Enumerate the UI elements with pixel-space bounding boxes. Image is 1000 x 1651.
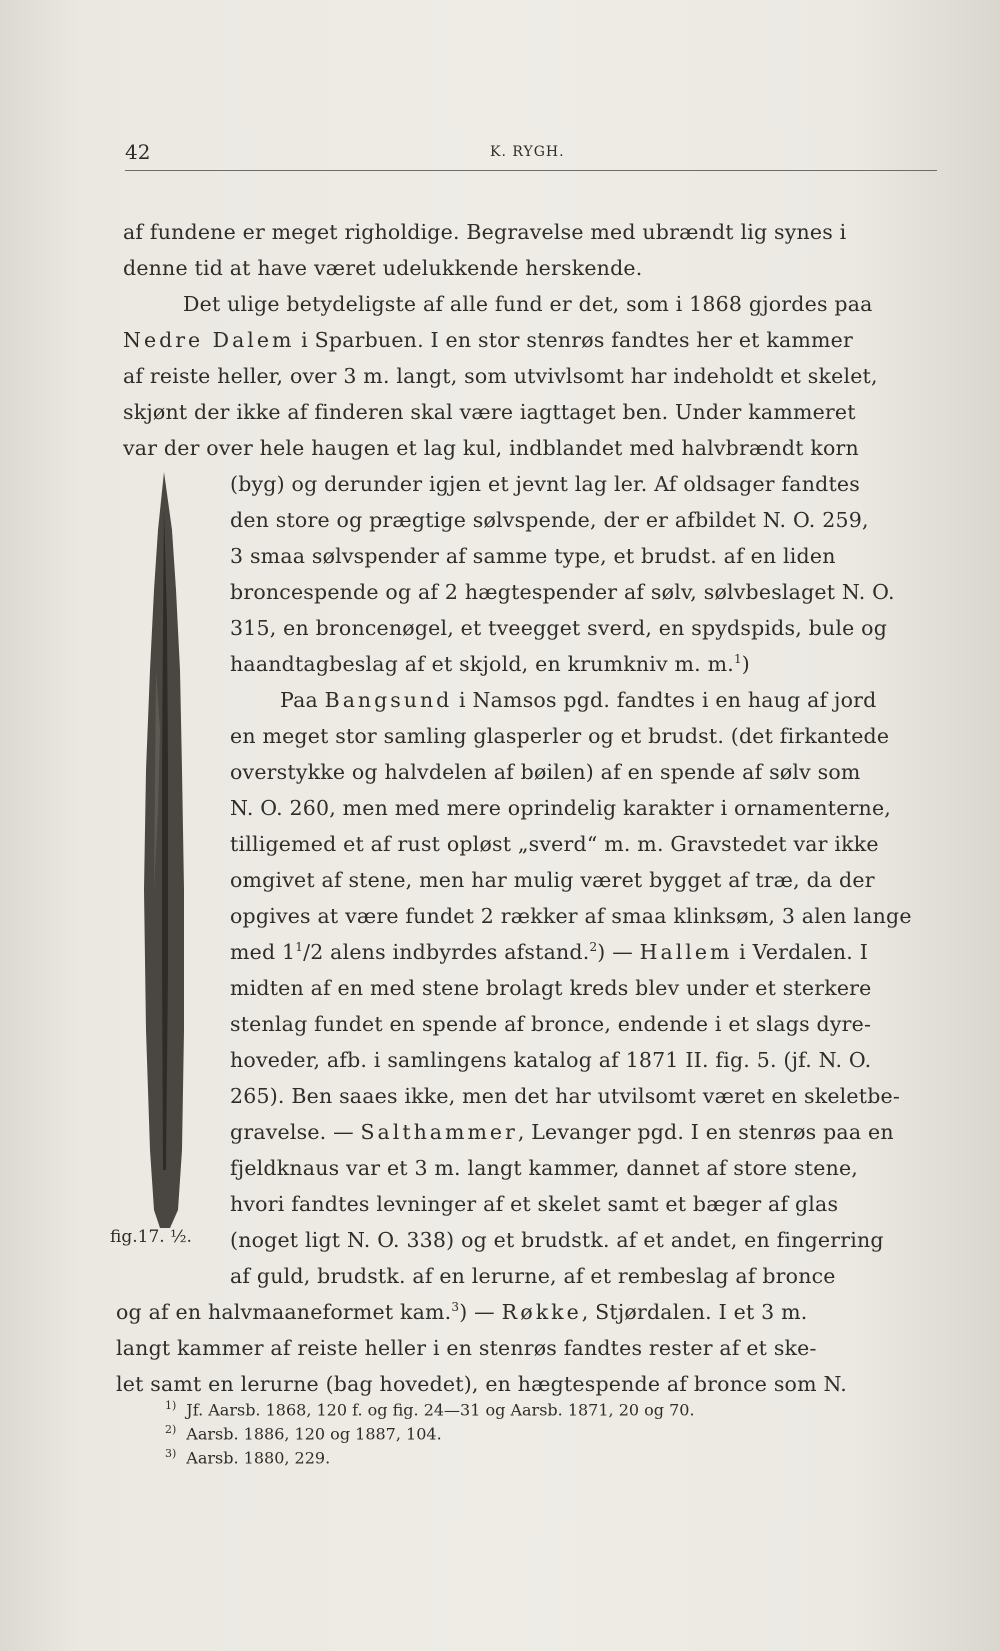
text-line: en meget stor samling glasperler og et brudst. (det firkantede: [230, 724, 890, 748]
footnote-ref: 3: [451, 1300, 460, 1315]
text-line: 265). Ben saaes ikke, men det har utvilsomt været en skeletbe-: [230, 1084, 900, 1108]
text-line: af guld, brudstk. af en lerurne, af et rembeslag af bronce: [230, 1264, 836, 1288]
text-line: broncespende og af 2 hægtespender af sølv, sølvbeslaget N. O.: [230, 580, 895, 604]
text-line: Det ulige betydeligste af alle fund er det, som i 1868 gjordes paa: [183, 292, 873, 316]
place-name: Bangsund: [324, 688, 453, 712]
text-line: med $1^1/2$ alens indbyrdes afstand.$^2$) — Hallem i Verdalen. I: [230, 940, 869, 964]
figure-caption: fig.17. ½.: [110, 1227, 192, 1247]
text-line: hvori fandtes levninger af et skelet samt et bæger af glas: [230, 1192, 839, 1216]
place-name: Røkke: [501, 1300, 582, 1324]
text-line: var der over hele haugen et lag kul, indblandet med halvbrændt korn: [123, 436, 859, 460]
text-line: 315, en broncenøgel, et tveegget sverd, en spydspids, bule og: [230, 616, 888, 640]
footnote-ref: 1: [733, 652, 742, 667]
text-line: overstykke og halvdelen af bøilen) af en spende af sølv som: [230, 760, 861, 784]
text-line: stenlag fundet en spende af bronce, endende i et slags dyre-: [230, 1012, 872, 1036]
running-head: K. RYGH.: [490, 144, 565, 160]
text-line: (noget ligt N. O. 338) og et brudstk. af et andet, en fingerring: [230, 1228, 884, 1252]
text-line: Paa Bangsund i Namsos pgd. fandtes i en haug af jord: [280, 688, 877, 712]
text-line: haandtagbeslag af et skjold, en krumkniv m. m.$^1$): [230, 652, 750, 676]
text-line: (byg) og derunder igjen et jevnt lag ler. Af oldsager fandtes: [230, 472, 860, 496]
spearhead-figure: [134, 470, 194, 1230]
text-line: fjeldknaus var et 3 m. langt kammer, dannet af store stene,: [230, 1156, 859, 1180]
fraction-numerator: 1: [295, 940, 304, 955]
text-line: hoveder, afb. i samlingens katalog af 1871 II. fig. 5. (jf. N. O.: [230, 1048, 872, 1072]
place-name: Nedre Dalem: [123, 328, 295, 352]
text-line: tilligemed et af rust opløst „sverd“ m. m. Gravstedet var ikke: [230, 832, 879, 856]
footnote: $^{1)}$ Jf. Aarsb. 1868, 120 f. og fig. 24—31 og Aarsb. 1871, 20 og 70.: [165, 1399, 695, 1420]
text-line: midten af en med stene brolagt kreds blev under et sterkere: [230, 976, 872, 1000]
text-line: skjønt der ikke af finderen skal være iagttaget ben. Under kammeret: [123, 400, 856, 424]
footnote: $^{2)}$ Aarsb. 1886, 120 og 1887, 104.: [165, 1423, 442, 1444]
text-line: N. O. 260, men med mere oprindelig karakter i ornamenterne,: [230, 796, 892, 820]
text-line: let samt en lerurne (bag hovedet), en hægtespende af bronce som N.: [116, 1372, 847, 1396]
place-name: Salthammer: [360, 1120, 518, 1144]
text-line: Nedre Dalem i Sparbuen. I en stor stenrøs fandtes her et kammer: [123, 328, 853, 352]
text-line: denne tid at have været udelukkende herskende.: [123, 256, 643, 280]
footnote-ref: 2: [589, 940, 598, 955]
page-number: 42: [125, 140, 151, 164]
text-line: af reiste heller, over 3 m. langt, som utvivlsomt har indeholdt et skelet,: [123, 364, 878, 388]
text-line: af fundene er meget righoldige. Begravelse med ubrændt lig synes i: [123, 220, 847, 244]
text-line: 3 smaa sølvspender af samme type, et brudst. af en liden: [230, 544, 836, 568]
text-line: opgives at være fundet 2 rækker af smaa klinksøm, 3 alen lange: [230, 904, 912, 928]
footnote: $^{3)}$ Aarsb. 1880, 229.: [165, 1447, 331, 1468]
text-line: og af en halvmaaneformet kam.$^3$) — Røkke, Stjørdalen. I et 3 m.: [116, 1300, 808, 1324]
text-line: omgivet af stene, men har mulig været bygget af træ, da der: [230, 868, 875, 892]
text-line: langt kammer af reiste heller i en stenrøs fandtes rester af et ske-: [116, 1336, 817, 1360]
place-name: Hallem: [639, 940, 733, 964]
text-line: gravelse. — Salthammer, Levanger pgd. I en stenrøs paa en: [230, 1120, 894, 1144]
text-line: den store og prægtige sølvspende, der er afbildet N. O. 259,: [230, 508, 869, 532]
